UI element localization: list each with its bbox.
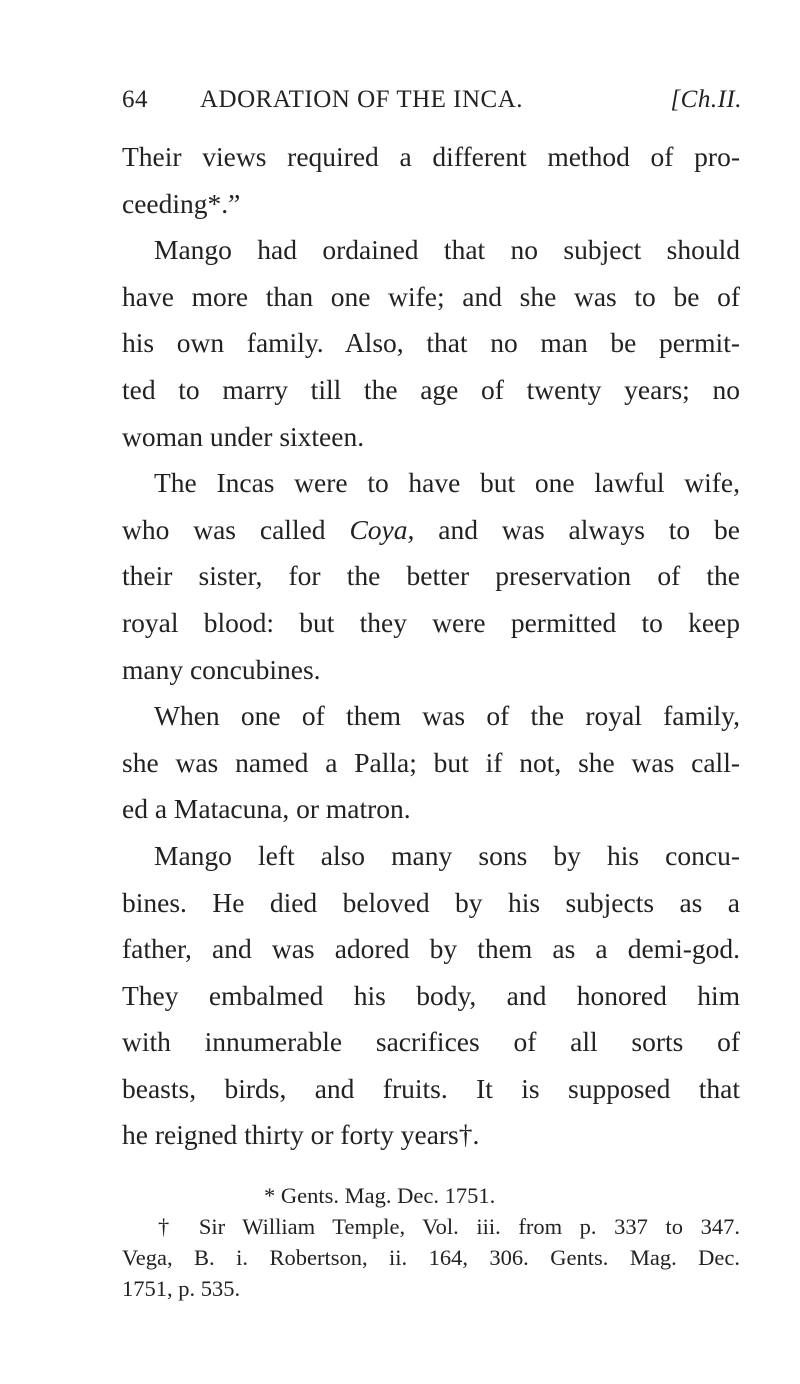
text-line: woman under sixteen. [122,420,365,452]
text-line: Their views required a different method of pro- [122,141,740,172]
italic-word-coya: Coya, [349,513,415,545]
footnote-continuation: Vega, B. i. Robertson, ii. 164, 306. Gents. Mag. Dec. [122,1245,740,1270]
text-fragment: and was always to be [438,513,741,545]
text-fragment: who was called [122,513,326,545]
chapter-reference: [Ch.II. [670,86,742,113]
text-line: They embalmed his body, and honored him [122,979,740,1011]
footnote-dagger: † Sir William Temple, Vol. iii. from p. 337 to 347. [158,1214,740,1239]
text-line: The Incas were to have but one lawful wife, [154,467,740,499]
page-number: 64 [122,86,148,113]
text-line: have more than one wife; and she was to be of [122,280,740,312]
text-line: he reigned thirty or forty years†. [122,1119,480,1151]
text-line: his own family. Also, that no man be permit- [122,327,740,359]
text-line: she was named a Palla; but if not, she was call- [122,746,740,778]
body-text [122,134,740,1159]
text-line: Mango left also many sons by his concu- [154,839,740,871]
text-line-with-italic [122,507,740,554]
footnotes [122,1180,740,1304]
running-title: ADORATION OF THE INCA. [200,86,524,113]
text-line: ted to marry till the age of twenty years; no [122,373,740,405]
text-line: Mango had ordained that no subject should [154,234,740,266]
footnote-continuation: 1751, p. 535. [122,1276,241,1301]
text-line: father, and was adored by them as a demi-god. [122,933,740,965]
text-line: their sister, for the better preservation of the [122,560,740,592]
text-line: bines. He died beloved by his subjects as a [122,886,740,918]
running-head [122,86,742,126]
text-line: ed a Matacuna, or matron. [122,793,411,825]
footnote-asterisk: * Gents. Mag. Dec. 1751. [264,1183,496,1208]
text-line: ceeding*.” [122,187,241,219]
text-line: with innumerable sacrifices of all sorts of [122,1026,740,1058]
text-line: beasts, birds, and fruits. It is supposed that [122,1072,740,1104]
text-line: royal blood: but they were permitted to keep [122,606,740,638]
text-line: many concubines. [122,653,321,685]
text-line: When one of them was of the royal family, [154,700,740,732]
